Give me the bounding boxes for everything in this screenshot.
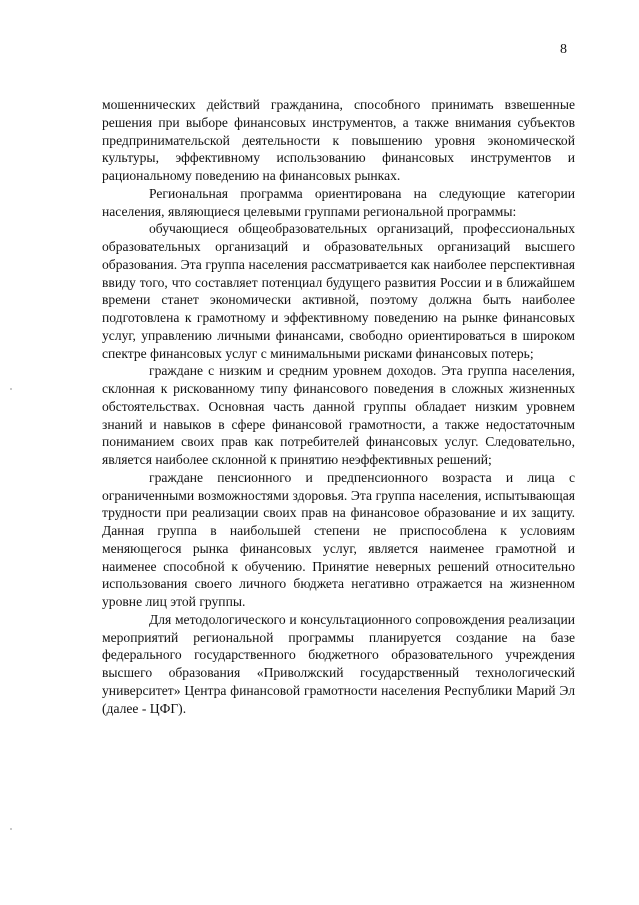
paragraph-pensioners: граждане пенсионного и предпенсионного возраста и лица с ограниченными возможностями здоровья. Эта группа населения, испытывающая трудности при реализации своих прав на финансовое образование и их защиту. Данная группа в наибольшей степени не приспособлена к условиям меняющегося рынка финансовых услуг, является наименее грамотной и наименее способной к обучению. Принятие неверных решений относительно использования своего личного бюджета негативно отражается на жизненном уровне лиц этой группы. [102, 469, 575, 609]
page-number: 8 [560, 42, 567, 57]
document-body [102, 96, 575, 717]
margin-mark [10, 388, 12, 390]
paragraph-continuation: мошеннических действий гражданина, способного принимать взвешенные решения при выборе финансовых инструментов, а также внимания субъектов предпринимательской деятельности к повышению уровня экономической культуры, эффективному использованию финансовых инструментов и рациональному поведению на финансовых рынках. [102, 97, 575, 183]
paragraph-center-creation: Для методологического и консультационного сопровождения реализации мероприятий региональной программы планируется создание на базе федерального государственного бюджетного образовательного учреждения высшего образования «Приволжский государственный технологический университет» Центра финансовой грамотности населения Республики Марий Эл (далее - ЦФГ). [102, 611, 575, 716]
paragraph-target-groups-intro: Региональная программа ориентирована на следующие категории населения, являющиеся целевыми группами региональной программы: [102, 185, 575, 219]
paragraph-low-income: граждане с низким и средним уровнем доходов. Эта группа населения, склонная к рискованному типу финансового поведения в сложных жизненных обстоятельствах. Основная часть данной группы обладает низким уровнем знаний и навыков в сфере финансовой грамотности, а также недостаточным пониманием своих прав как потребителей финансовых услуг. Следовательно, является наиболее склонной к принятию неэффективных решений; [102, 363, 575, 467]
margin-mark [10, 828, 12, 830]
paragraph-students: обучающиеся общеобразовательных организаций, профессиональных образовательных организаций и образовательных организаций высшего образования. Эта группа населения рассматривается как наиболее перспективная ввиду того, что составляет потенциал будущего развития России и в ближайшем времени станет экономически активной, поэтому должна быть наиболее подготовлена к грамотному и эффективному поведению на рынке финансовых услуг, управлению личными финансами, свободно ориентироваться в широком спектре финансовых услуг с минимальными рисками финансовых потерь; [102, 221, 575, 361]
